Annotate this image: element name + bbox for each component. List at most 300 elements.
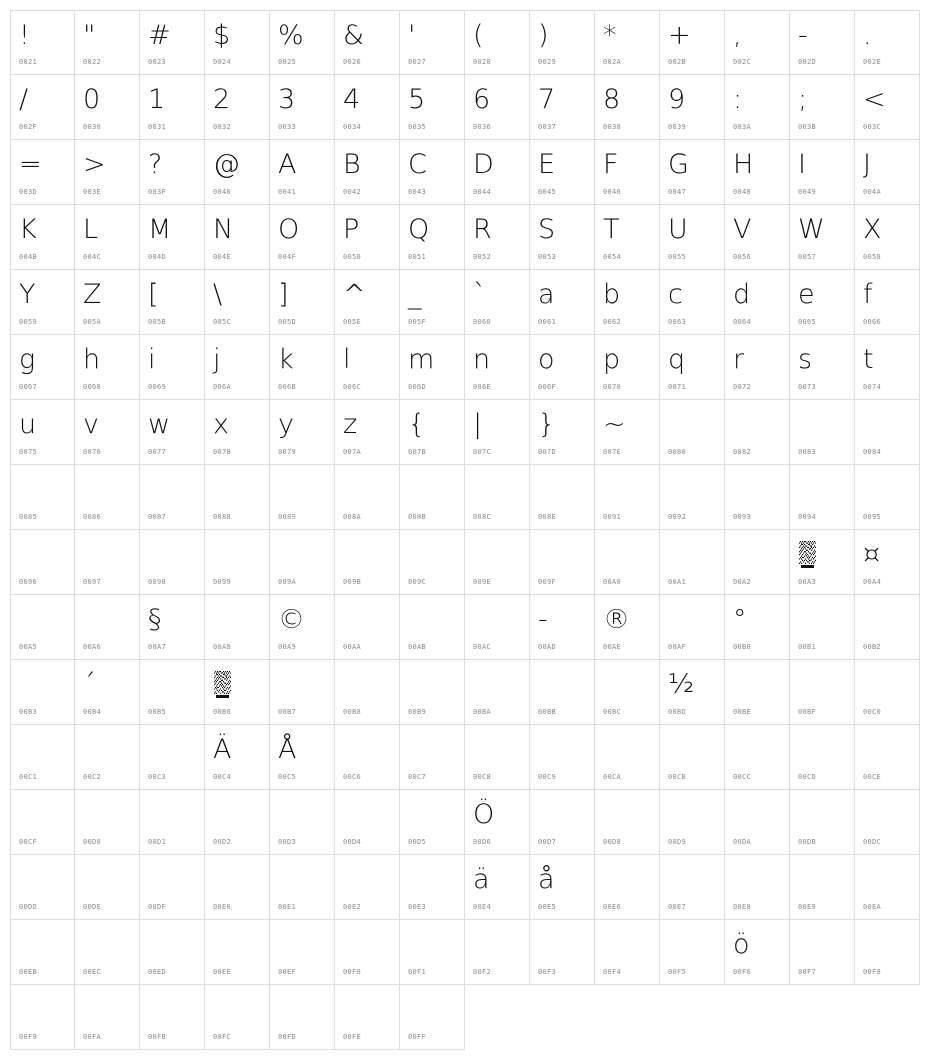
glyph-char: ]: [278, 279, 289, 310]
glyph-code: 00B0: [733, 643, 752, 651]
glyph-char: *: [603, 20, 617, 51]
glyph-code: 0065: [798, 318, 817, 326]
glyph-cell: [790, 205, 855, 270]
glyph-code: 0032: [213, 123, 232, 131]
glyph-char: Ä: [213, 734, 232, 765]
glyph-code: 00CE: [863, 773, 882, 781]
glyph-cell: [530, 140, 595, 205]
glyph-cell: [855, 10, 920, 75]
glyph-code: 0034: [343, 123, 362, 131]
glyph-char: ö: [733, 929, 750, 960]
glyph-code: 0049: [798, 188, 817, 196]
glyph-code: 0093: [733, 513, 752, 521]
glyph-char: ½: [668, 669, 695, 700]
glyph-cell: [595, 140, 660, 205]
glyph-cell: [400, 75, 465, 140]
glyph-cell: [400, 790, 465, 855]
glyph-cell: [140, 985, 205, 1050]
glyph-code: 0066: [863, 318, 882, 326]
glyph-cell: [725, 400, 790, 465]
glyph-cell: [530, 855, 595, 920]
glyph-cell: [855, 790, 920, 855]
glyph-code: 005E: [343, 318, 362, 326]
glyph-cell: [855, 205, 920, 270]
glyph-code: 00DB: [798, 838, 817, 846]
glyph-code: 00AD: [538, 643, 557, 651]
glyph-code: 002C: [733, 58, 752, 66]
glyph-cell: [75, 530, 140, 595]
glyph-code: 007C: [473, 448, 492, 456]
glyph-cell: [790, 75, 855, 140]
glyph-cell: [725, 335, 790, 400]
glyph-cell: [595, 595, 660, 660]
glyph-cell: [75, 985, 140, 1050]
glyph-code: 00FF: [408, 1033, 427, 1041]
glyph-cell: [465, 140, 530, 205]
glyph-cell: [855, 400, 920, 465]
glyph-code: 00DC: [863, 838, 882, 846]
glyph-code: 00BA: [473, 708, 492, 716]
glyph-code: 00A7: [148, 643, 167, 651]
glyph-cell: [10, 400, 75, 465]
glyph-cell: [75, 595, 140, 660]
glyph-code: 0030: [83, 123, 102, 131]
glyph-cell: [205, 985, 270, 1050]
glyph-char: R: [473, 214, 492, 245]
glyph-cell: [205, 335, 270, 400]
glyph-cell: [465, 855, 530, 920]
glyph-code: 00FB: [148, 1033, 167, 1041]
glyph-cell: [465, 660, 530, 725]
glyph-char: \: [213, 279, 223, 310]
glyph-char: 8: [603, 84, 621, 115]
glyph-char: i: [148, 344, 156, 375]
glyph-cell: [400, 660, 465, 725]
glyph-cell: [140, 855, 205, 920]
glyph-code: 00DA: [733, 838, 752, 846]
glyph-char: f: [863, 279, 873, 310]
glyph-char: ': [408, 20, 416, 51]
glyph-cell: [725, 920, 790, 985]
glyph-cell: [10, 985, 75, 1050]
glyph-code: 00BD: [668, 708, 687, 716]
glyph-cell: [270, 140, 335, 205]
glyph-cell: [10, 10, 75, 75]
glyph-code: 00DF: [148, 903, 167, 911]
glyph-code: 00C4: [213, 773, 232, 781]
glyph-code: 0096: [19, 578, 38, 586]
glyph-char: Q: [408, 214, 430, 245]
glyph-cell: [400, 10, 465, 75]
glyph-cell: [140, 75, 205, 140]
glyph-code: 003F: [148, 188, 167, 196]
glyph-code: 00E5: [538, 903, 557, 911]
glyph-cell: [10, 335, 75, 400]
glyph-cell: [530, 660, 595, 725]
glyph-char: S: [538, 214, 556, 245]
glyph-cell: [465, 205, 530, 270]
glyph-char: h: [83, 344, 101, 375]
glyph-code: 004E: [213, 253, 232, 261]
glyph-code: 00EF: [278, 968, 297, 976]
glyph-cell: [465, 270, 530, 335]
glyph-code: 0094: [798, 513, 817, 521]
glyph-char: Ö: [473, 799, 495, 830]
glyph-code: 0079: [278, 448, 297, 456]
glyph-char: t: [863, 344, 874, 375]
glyph-code: 0052: [473, 253, 492, 261]
glyph-cell: [400, 725, 465, 790]
glyph-code: 006F: [538, 383, 557, 391]
glyph-code: 0042: [343, 188, 362, 196]
glyph-cell: [595, 400, 660, 465]
glyph-code: 00AE: [603, 643, 622, 651]
glyph-code: 0058: [863, 253, 882, 261]
glyph-cell: [465, 10, 530, 75]
glyph-code: 00C5: [278, 773, 297, 781]
glyph-code: 003E: [83, 188, 102, 196]
glyph-cell: [790, 10, 855, 75]
glyph-cell: [790, 790, 855, 855]
glyph-code: 00A6: [83, 643, 102, 651]
glyph-code: 00C7: [408, 773, 427, 781]
glyph-code: 00B2: [863, 643, 882, 651]
glyph-char: H: [733, 149, 754, 180]
glyph-char: v: [83, 409, 99, 440]
glyph-cell: [270, 725, 335, 790]
glyph-code: 009C: [408, 578, 427, 586]
glyph-code: 004A: [863, 188, 882, 196]
glyph-code: 00C0: [863, 708, 882, 716]
glyph-code: 0069: [148, 383, 167, 391]
glyph-cell: [205, 530, 270, 595]
glyph-code: 0086: [83, 513, 102, 521]
glyph-char: ®: [603, 604, 630, 635]
glyph-cell: [140, 335, 205, 400]
glyph-cell: [530, 725, 595, 790]
glyph-cell: [10, 790, 75, 855]
glyph-cell: [140, 725, 205, 790]
glyph-cell: [465, 530, 530, 595]
glyph-cell: [725, 270, 790, 335]
glyph-cell: [595, 920, 660, 985]
glyph-cell: [75, 660, 140, 725]
glyph-cell: [140, 270, 205, 335]
glyph-cell: [725, 140, 790, 205]
glyph-char: $: [213, 20, 231, 51]
glyph-code: 0061: [538, 318, 557, 326]
glyph-code: 0057: [798, 253, 817, 261]
glyph-cell: [465, 400, 530, 465]
glyph-code: 0073: [798, 383, 817, 391]
glyph-char: (: [473, 20, 484, 51]
glyph-code: 006C: [343, 383, 362, 391]
glyph-cell: [465, 920, 530, 985]
glyph-cell: [335, 920, 400, 985]
glyph-cell: [205, 595, 270, 660]
glyph-char: N: [213, 214, 234, 245]
glyph-cell: [855, 465, 920, 530]
glyph-code: 00AF: [668, 643, 687, 651]
glyph-char: K: [19, 214, 37, 245]
glyph-cell: [660, 660, 725, 725]
glyph-code: 00B8: [343, 708, 362, 716]
glyph-cell: [595, 855, 660, 920]
glyph-code: 005A: [83, 318, 102, 326]
glyph-code: 00DD: [19, 903, 38, 911]
glyph-char: g: [19, 344, 36, 375]
glyph-code: 006D: [408, 383, 427, 391]
glyph-code: 007D: [538, 448, 557, 456]
glyph-cell: [270, 985, 335, 1050]
glyph-cell: [790, 530, 855, 595]
glyph-char: ": [83, 20, 96, 51]
glyph-cell: [205, 400, 270, 465]
glyph-char: +: [668, 20, 691, 51]
glyph-cell: [855, 335, 920, 400]
glyph-code: 0072: [733, 383, 752, 391]
glyph-char: T: [603, 214, 620, 245]
glyph-code: 00E4: [473, 903, 492, 911]
glyph-code: 0095: [863, 513, 882, 521]
glyph-code: 0098: [148, 578, 167, 586]
glyph-cell: [205, 270, 270, 335]
glyph-cell: [10, 855, 75, 920]
glyph-cell: [270, 75, 335, 140]
glyph-cell: [855, 855, 920, 920]
glyph-cell: [270, 10, 335, 75]
glyph-code: 00CD: [798, 773, 817, 781]
glyph-cell: [205, 790, 270, 855]
glyph-char: .: [863, 20, 872, 51]
glyph-cell: [75, 400, 140, 465]
glyph-code: 0027: [408, 58, 427, 66]
glyph-code: 0026: [343, 58, 362, 66]
glyph-char: E: [538, 149, 556, 180]
glyph-char: °: [733, 604, 747, 635]
glyph-code: 00D7: [538, 838, 557, 846]
glyph-cell: [595, 660, 660, 725]
glyph-code: 0022: [83, 58, 102, 66]
glyph-code: 0067: [19, 383, 38, 391]
glyph-code: 0021: [19, 58, 38, 66]
glyph-cell: [10, 205, 75, 270]
glyph-char: ^: [343, 279, 366, 310]
glyph-cell: [400, 140, 465, 205]
glyph-char: a: [538, 279, 555, 310]
glyph-char: <: [863, 84, 886, 115]
glyph-cell: [400, 985, 465, 1050]
glyph-cell: [140, 205, 205, 270]
glyph-code: 0051: [408, 253, 427, 261]
glyph-code: 0089: [278, 513, 297, 521]
glyph-cell: [335, 205, 400, 270]
glyph-code: 0087: [148, 513, 167, 521]
glyph-code: 00F3: [538, 968, 557, 976]
glyph-code: 0044: [473, 188, 492, 196]
glyph-char: >: [83, 149, 106, 180]
glyph-cell: [335, 75, 400, 140]
glyph-code: 006B: [278, 383, 297, 391]
glyph-cell: [10, 725, 75, 790]
glyph-code: 00D2: [213, 838, 232, 846]
glyph-code: 00BC: [603, 708, 622, 716]
glyph-cell: [75, 920, 140, 985]
glyph-cell: [725, 790, 790, 855]
glyph-code: 008B: [408, 513, 427, 521]
glyph-code: 00E1: [278, 903, 297, 911]
glyph-code: 0084: [863, 448, 882, 456]
glyph-cell: [75, 205, 140, 270]
glyph-code: 0091: [603, 513, 622, 521]
glyph-code: 00FE: [343, 1033, 362, 1041]
glyph-cell: [530, 270, 595, 335]
glyph-code: 0075: [19, 448, 38, 456]
glyph-char: P: [343, 214, 360, 245]
glyph-char: m: [408, 344, 435, 375]
glyph-code: 002F: [19, 123, 38, 131]
glyph-code: 00C1: [19, 773, 38, 781]
glyph-code: 0048: [733, 188, 752, 196]
glyph-code: 00E2: [343, 903, 362, 911]
glyph-code: 0046: [603, 188, 622, 196]
glyph-code: 00CC: [733, 773, 752, 781]
glyph-code: 0041: [278, 188, 297, 196]
glyph-cell: [400, 400, 465, 465]
glyph-code: 00F0: [343, 968, 362, 976]
glyph-char: |: [473, 409, 483, 440]
glyph-code: 00EC: [83, 968, 102, 976]
glyph-cell: [660, 920, 725, 985]
glyph-cell: [855, 75, 920, 140]
glyph-cell: [465, 75, 530, 140]
glyph-cell: [335, 400, 400, 465]
glyph-cell: [465, 790, 530, 855]
glyph-code: 00AB: [408, 643, 427, 651]
glyph-cell: [205, 465, 270, 530]
glyph-char: J: [863, 149, 871, 180]
glyph-cell: [725, 530, 790, 595]
glyph-cell: [790, 725, 855, 790]
glyph-cell: [725, 660, 790, 725]
glyph-cell: [595, 530, 660, 595]
glyph-code: 0088: [213, 513, 232, 521]
glyph-cell: [205, 660, 270, 725]
glyph-code: 00E7: [668, 903, 687, 911]
glyph-cell: [855, 725, 920, 790]
glyph-char: :: [733, 84, 743, 115]
glyph-char: 1: [148, 84, 166, 115]
glyph-char: 3: [278, 84, 296, 115]
glyph-char: _: [408, 279, 422, 310]
glyph-char: 0: [83, 84, 101, 115]
glyph-code: 00F2: [473, 968, 492, 976]
glyph-code: 0053: [538, 253, 557, 261]
glyph-char: ): [538, 20, 549, 51]
glyph-cell: [790, 660, 855, 725]
glyph-cell: [855, 660, 920, 725]
glyph-cell: [270, 530, 335, 595]
glyph-char: [: [148, 279, 159, 310]
glyph-code: 0023: [148, 58, 167, 66]
glyph-char: y: [278, 409, 294, 440]
glyph-cell: [335, 985, 400, 1050]
glyph-code: 00F6: [733, 968, 752, 976]
glyph-code: 00AC: [473, 643, 492, 651]
glyph-code: 00FD: [278, 1033, 297, 1041]
glyph-grid: [10, 10, 920, 1050]
glyph-char: =: [19, 149, 42, 180]
missing-glyph-icon: [214, 671, 231, 699]
glyph-char: 6: [473, 84, 491, 115]
glyph-code: 0039: [668, 123, 687, 131]
glyph-cell: [75, 855, 140, 920]
glyph-code: 0077: [148, 448, 167, 456]
glyph-cell: [790, 140, 855, 205]
glyph-code: 00D3: [278, 838, 297, 846]
glyph-code: 0028: [473, 58, 492, 66]
glyph-cell: [140, 140, 205, 205]
glyph-cell: [10, 920, 75, 985]
glyph-char: X: [863, 214, 882, 245]
glyph-code: 0076: [83, 448, 102, 456]
glyph-cell: [790, 855, 855, 920]
glyph-cell: [530, 205, 595, 270]
glyph-code: 00B7: [278, 708, 297, 716]
glyph-code: 0099: [213, 578, 232, 586]
glyph-cell: [855, 530, 920, 595]
glyph-cell: [725, 205, 790, 270]
glyph-char: Y: [19, 279, 36, 310]
glyph-code: 0055: [668, 253, 687, 261]
glyph-char: u: [19, 409, 37, 440]
glyph-char: &: [343, 20, 365, 51]
glyph-char: ©: [278, 604, 305, 635]
glyph-char: -: [538, 604, 548, 635]
glyph-cell: [75, 270, 140, 335]
glyph-cell: [660, 530, 725, 595]
glyph-code: 00A0: [603, 578, 622, 586]
glyph-char: ;: [798, 84, 808, 115]
glyph-cell: [400, 335, 465, 400]
glyph-code: 0036: [473, 123, 492, 131]
glyph-char: L: [83, 214, 99, 245]
glyph-cell: [400, 465, 465, 530]
glyph-cell: [595, 335, 660, 400]
glyph-code: 0038: [603, 123, 622, 131]
glyph-code: 0085: [19, 513, 38, 521]
glyph-code: 00EB: [19, 968, 38, 976]
glyph-cell: [335, 660, 400, 725]
glyph-code: 00D6: [473, 838, 492, 846]
glyph-code: 003D: [19, 188, 38, 196]
glyph-cell: [75, 10, 140, 75]
glyph-cell: [530, 920, 595, 985]
glyph-cell: [140, 530, 205, 595]
glyph-cell: [855, 920, 920, 985]
glyph-code: 0047: [668, 188, 687, 196]
glyph-char: !: [19, 20, 30, 51]
glyph-code: 00FA: [83, 1033, 102, 1041]
glyph-code: 0031: [148, 123, 167, 131]
glyph-char: n: [473, 344, 491, 375]
glyph-code: 006E: [473, 383, 492, 391]
glyph-cell: [140, 595, 205, 660]
glyph-code: 00B5: [148, 708, 167, 716]
glyph-code: 0054: [603, 253, 622, 261]
missing-glyph-icon: [799, 541, 816, 569]
glyph-cell: [400, 595, 465, 660]
